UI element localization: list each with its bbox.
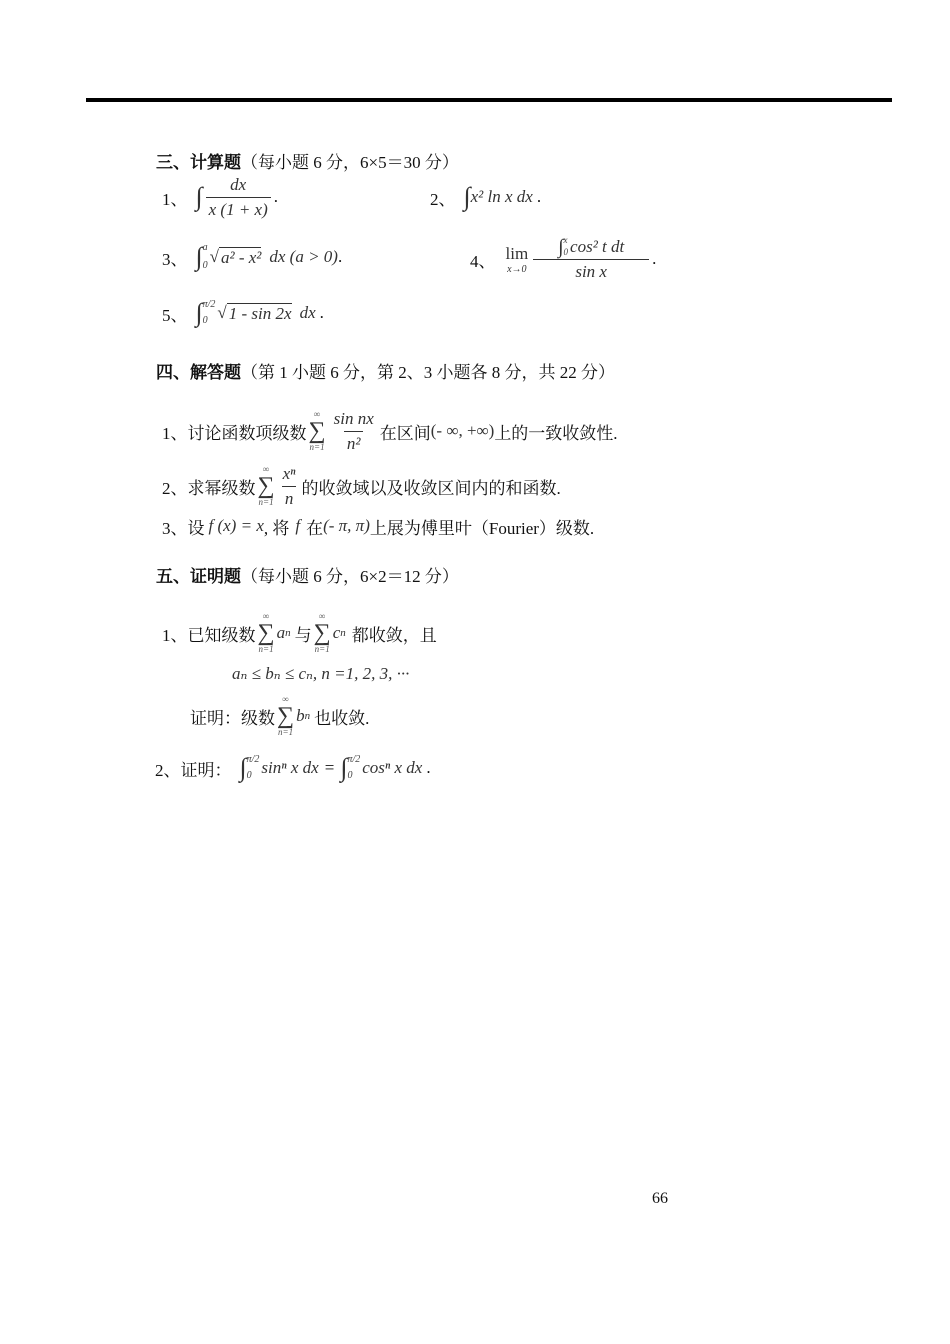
section-3-heading: 三、计算题（每小题 6 分，6×5＝30 分） [156,153,459,172]
problem-3-5: 5、 ∫ π/2 0 √ 1 - sin 2x dx . [162,298,324,327]
problem-3-3: 3、 ∫ a 0 √ a² - x² dx (a > 0) . [162,242,343,271]
section-4-heading: 四、解答题（第 1 小题 6 分，第 2、3 小题各 8 分，共 22 分） [156,363,615,382]
problem-4-3: 3、设 f (x) = x , 将 f 在 (- π, π) 上展为傅里叶（Fourier）级数. [162,516,595,538]
section-5-heading: 五、证明题（每小题 6 分，6×2＝12 分） [156,567,459,586]
problem-3-2: 2、 ∫ x² ln x dx . [430,182,542,211]
problem-3-4: 4、 lim x→0 ∫ x 0 cos² t dt sin x . [470,235,657,281]
problem-4-1: 1、讨论函数项级数 ∞ ∑ n=1 $\frac{\text{sin nx}}{\text{n²}}$ 在区间 (- ∞, +∞) 上的一致收敛性. [162,408,618,453]
page-number: 66 [652,1190,668,1207]
problem-5-2: 2、证明： ∫ π/2 0 sinⁿ x dx = ∫ π/2 0 cosⁿ x dx . [155,753,431,782]
problem-5-1-inequality: aₙ ≤ bₙ ≤ cₙ, n =1, 2, 3, ··· [232,664,410,683]
header-rule [86,98,892,102]
problem-5-1: 1、已知级数 ∞ ∑ n=1 a n 与 ∞ ∑ n=1 c n 都收敛，且 [162,611,437,654]
problem-5-1-prove: 证明：级数 ∞ ∑ n=1 b n 也收敛. [190,694,370,737]
problem-3-1: 1、 ∫ $\frac{dx}{x (1 + x)}$ . [162,174,279,219]
problem-4-2: 2、求幂级数 ∞ ∑ n=1 $\frac{\text{xⁿ}}{n}$ 的收敛域以及收敛区间内的和函数. [162,463,561,508]
